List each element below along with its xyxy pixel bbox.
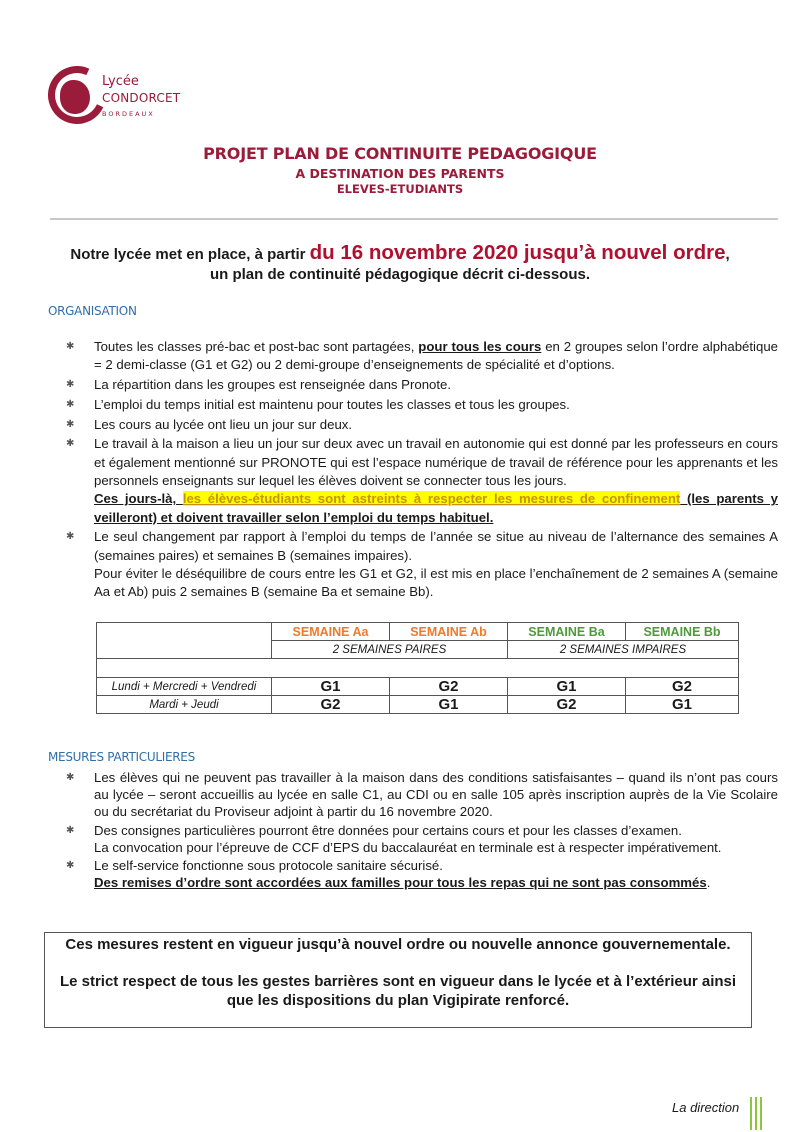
bullet-icon: ✱ bbox=[66, 438, 75, 450]
emphasis-text: Des remises d’ordre sont accordées aux familles pour tous les repas qui ne sont pas consommés bbox=[94, 875, 707, 890]
list-item: ✱ Les cours au lycée ont lieu un jour sur deux. bbox=[66, 416, 778, 434]
notice-box bbox=[44, 932, 752, 1028]
intro-suffix: , bbox=[725, 246, 730, 263]
bullet-icon: ✱ bbox=[66, 379, 75, 391]
bullet-icon: ✱ bbox=[66, 824, 75, 836]
table-row-label: Mardi + Jeudi bbox=[97, 696, 272, 714]
table-cell: G1 bbox=[508, 678, 626, 696]
organisation-list bbox=[66, 338, 778, 603]
highlighted-text: les élèves-étudiants sont astreints à respecter les mesures de confinement bbox=[182, 491, 681, 507]
logo-text-condorcet: CONDORCET bbox=[102, 91, 181, 105]
table-cell: G2 bbox=[508, 696, 626, 714]
table-row bbox=[97, 696, 739, 714]
signature: La direction bbox=[672, 1100, 740, 1115]
table-corner-cell bbox=[97, 623, 272, 659]
bullet-icon: ✱ bbox=[66, 531, 75, 543]
document-audience: ELEVES-ETUDIANTS bbox=[336, 182, 464, 196]
bullet-icon: ✱ bbox=[66, 418, 75, 430]
document-title: PROJET PLAN DE CONTINUITE PEDAGOGIQUE bbox=[203, 144, 597, 163]
table-row bbox=[97, 678, 739, 696]
table-cell: G1 bbox=[626, 696, 739, 714]
header-divider bbox=[50, 218, 778, 220]
intro-statement bbox=[0, 243, 800, 285]
table-cell: G2 bbox=[626, 678, 739, 696]
table-header-cell: SEMAINE Ba bbox=[508, 623, 626, 641]
list-item: ✱ Des consignes particulières pourront être données pour certains cours et pour les classes d’examen. La convocation pour l’épreuve de CCF d’EPS du baccalauréat en terminale est à respecter impérativement. bbox=[66, 822, 722, 855]
school-logo bbox=[44, 60, 184, 140]
logo-text-lycee: Lycée bbox=[102, 74, 139, 89]
bullet-icon: ✱ bbox=[66, 341, 75, 352]
bullet-icon: ✱ bbox=[66, 860, 75, 871]
table-cell: G2 bbox=[390, 678, 508, 696]
list-item: ✱ La répartition dans les groupes est renseignée dans Pronote. bbox=[66, 376, 778, 394]
table-header-cell: SEMAINE Aa bbox=[272, 623, 390, 641]
emphasis-text: pour tous les cours bbox=[418, 339, 542, 354]
mesures-list bbox=[66, 769, 778, 893]
intro-line2: un plan de continuité pédagogique décrit ci-dessous. bbox=[209, 266, 591, 283]
intro-date-highlight: du 16 novembre 2020 jusqu’à nouvel ordre bbox=[309, 241, 726, 264]
document-header bbox=[0, 143, 800, 197]
document-subtitle: A DESTINATION DES PARENTS bbox=[295, 166, 505, 181]
list-item: ✱ Les élèves qui ne peuvent pas travailler à la maison dans des conditions satisfaisantes – quand ils n’ont pas cours au lycée – seront accueillis au lycée en salle C1, au CDI ou en salle 105 après inscription auprès de la Vie Scolaire ou du secrétariat du Proviseur adjoint à partir du 16 novembre 2020. bbox=[66, 770, 778, 819]
table-header-row bbox=[97, 623, 739, 641]
list-item: ✱ Toutes les classes pré-bac et post-bac sont partagées, pour tous les cours en 2 groupes selon l’ordre alphabétique = 2 demi-classe (G1 et G2) ou 2 demi-groupe d’enseignements de spécialité et d’options. bbox=[66, 339, 778, 373]
table-header-cell: SEMAINE Bb bbox=[626, 623, 739, 641]
list-item: ✱ Le travail à la maison a lieu un jour sur deux avec un travail en autonomie qui est donné par les professeurs en cours et également mentionné sur PRONOTE qui est l’espace numérique de travail de référence pour les apprenants et les personnels enseignants sur lequel les élèves doivent se connecter tous les jours. Ces jours-là, les élèves-étudiants sont astreints à respecter les mesures de confinement (les parents y veilleront) et doivent travailler selon l’emploi du temps habituel. bbox=[66, 436, 779, 525]
bullet-icon: ✱ bbox=[66, 398, 75, 410]
logo-text-bordeaux: BORDEAUX bbox=[102, 110, 155, 118]
list-item: ✱ L’emploi du temps initial est maintenu pour toutes les classes et tous les groupes. bbox=[66, 396, 778, 414]
table-group-cell: 2 SEMAINES IMPAIRES bbox=[508, 641, 739, 659]
logo-portrait-icon bbox=[60, 80, 90, 114]
bullet-icon: ✱ bbox=[66, 772, 75, 783]
notice-paragraph: Le strict respect de tous les gestes barrières sont en vigueur dans le lycée et à l’extérieur ainsi que les dispositions du plan Vigipirate renforcé. bbox=[59, 973, 737, 1009]
table-header-cell: SEMAINE Ab bbox=[390, 623, 508, 641]
section-title-mesures: MESURES PARTICULIERES bbox=[48, 750, 195, 764]
table-cell: G1 bbox=[272, 678, 390, 696]
table-row-label: Lundi + Mercredi + Vendredi bbox=[97, 678, 272, 696]
table-spacer-row bbox=[97, 659, 739, 678]
decorative-bars-icon bbox=[750, 1097, 764, 1130]
notice-paragraph: Ces mesures restent en vigueur jusqu’à nouvel ordre ou nouvelle annonce gouvernementale. bbox=[65, 936, 731, 953]
table-cell: G2 bbox=[272, 696, 390, 714]
list-item: ✱ Le seul changement par rapport à l’emploi du temps de l’année se situe au niveau de l’alternance des semaines A (semaines paires) et semaines B (semaines impaires). Pour éviter le déséquilibre de cours entre les G1 et G2, il est mis en place l’enchaînement de 2 semaines A (semaine Aa et Ab) puis 2 semaines B (semaine Ba et semaine Bb). bbox=[66, 529, 778, 600]
schedule-table bbox=[96, 622, 739, 714]
list-item: ✱ Le self-service fonctionne sous protocole sanitaire sécurisé. Des remises d’ordre sont accordées aux familles pour tous les repas qui ne sont pas consommés. bbox=[66, 858, 711, 890]
table-group-cell: 2 SEMAINES PAIRES bbox=[272, 641, 508, 659]
section-title-organisation: ORGANISATION bbox=[48, 304, 137, 318]
table-cell: G1 bbox=[390, 696, 508, 714]
intro-prefix: Notre lycée met en place, à partir bbox=[70, 246, 310, 263]
